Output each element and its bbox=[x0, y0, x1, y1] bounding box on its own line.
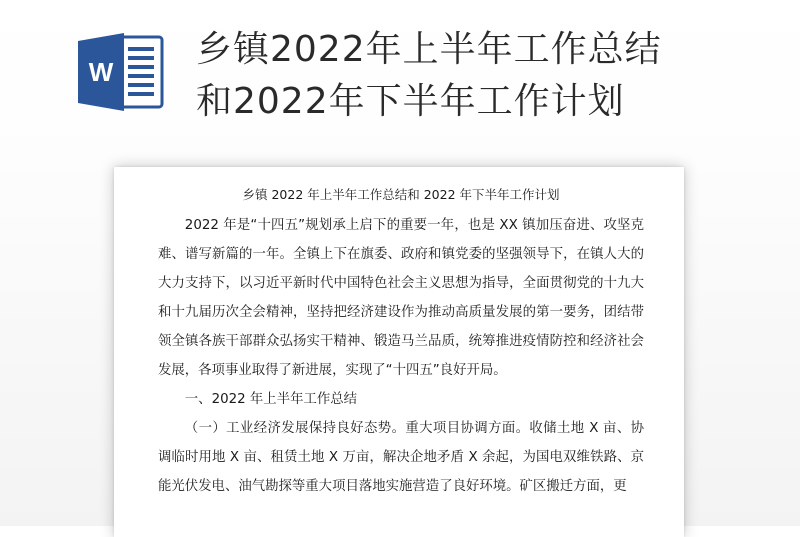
subsection-paragraph: （一）工业经济发展保持良好态势。重大项目协调方面。收储土地 X 亩、协调临时用地 X 亩、租赁土地 X 万亩，解决企地矛盾 X 余起，为国电双维铁路、京能光伏发电、油气勘探等重大项目落地实施营造了良好环境。矿区搬迁方面，更 bbox=[158, 421, 644, 494]
header bbox=[0, 0, 800, 150]
document-body bbox=[158, 182, 644, 501]
section-heading: 一、2022 年上半年工作总结 bbox=[184, 392, 358, 407]
document-title: 乡镇 2022 年上半年工作总结和 2022 年下半年工作计划 bbox=[242, 187, 560, 202]
title-line-1: 乡镇2022年上半年工作总结 bbox=[196, 29, 662, 70]
title-line-2: 和2022年下半年工作计划 bbox=[196, 81, 625, 122]
word-letter: W bbox=[88, 57, 114, 87]
document-page bbox=[114, 167, 684, 537]
word-document-icon bbox=[76, 31, 166, 113]
intro-paragraph: 2022 年是“十四五”规划承上启下的重要一年，也是 XX 镇加压奋进、攻坚克难、谱写新篇的一年。全镇上下在旗委、政府和镇党委的坚强领导下，在镇人大的大力支持下，以习近平新时代中国特色社会主义思想为指导，全面贯彻党的十九大和十九届历次全会精神，坚持把经济建设作为推动高质量发展的第一要务，团结带领全镇各族干部群众弘扬实干精神、锻造马兰品质，统筹推进疫情防控和经济社会发展，各项事业取得了新进展，实现了“十四五”良好开局。 bbox=[158, 218, 644, 378]
page-title bbox=[196, 24, 662, 128]
